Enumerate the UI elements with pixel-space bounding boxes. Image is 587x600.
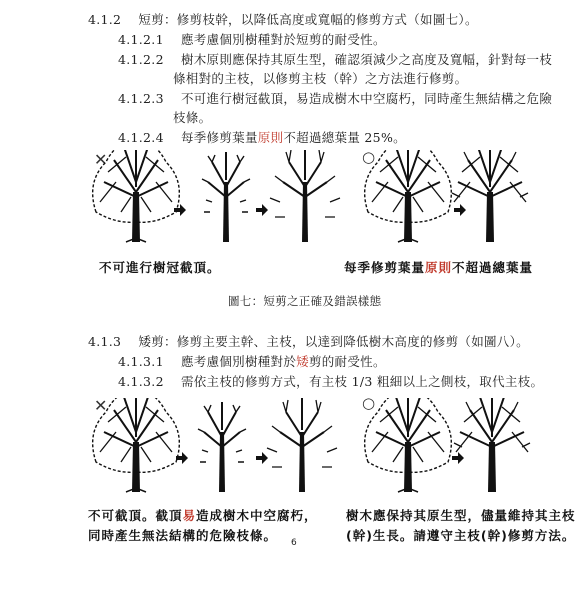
section-heading-4-1-2 (88, 10, 478, 28)
item-text: 應考慮個別樹種對於短剪的耐受性。 (180, 32, 386, 47)
item-4-1-2-3 (118, 89, 552, 107)
item-4-1-2-2-cont: 條相對的主枝，以修剪主枝（幹）之方法進行修剪。 (173, 71, 468, 86)
heading-number: 4.1.3 (88, 334, 122, 349)
correct-mark-icon: ○ (362, 394, 376, 412)
figure8-caption-wrong-2: 同時產生無法結構的危險枝條。 (88, 528, 278, 543)
item-text: 需依主枝的修剪方式，有主枝 1/3 粗細以上之側枝，取代主枝。 (180, 374, 544, 389)
item-4-1-3-2 (118, 372, 543, 390)
wrong-mark-icon: ✕ (94, 150, 108, 169)
item-4-1-3-1 (118, 352, 386, 370)
caption-red: 原則 (425, 260, 453, 275)
item-4-1-2-1 (118, 30, 386, 48)
item-text-pre: 每季修剪葉量 (180, 130, 258, 145)
figure8-caption-right-2: (幹)生長。請遵守主枝(幹)修剪方法。 (346, 528, 576, 543)
heading-number: 4.1.2 (88, 12, 122, 27)
figure7-illustration (0, 150, 587, 260)
item-text: 不可進行樹冠截頂，易造成樹木中空腐朽，同時產生無結構之危險 (180, 91, 553, 106)
page-number: 6 (291, 538, 297, 548)
caption-pre: 每季修剪葉量 (344, 260, 426, 275)
wrong-mark-icon: ✕ (94, 396, 108, 415)
item-text: 樹木原則應保持其原生型，確認須減少之高度及寬幅，針對每一枝 (180, 52, 553, 67)
item-number: 4.1.2.2 (118, 52, 164, 67)
correct-mark-icon: ○ (362, 148, 376, 166)
item-4-1-2-2 (118, 50, 552, 68)
item-number: 4.1.2.4 (118, 130, 164, 145)
figure8-caption-wrong-1 (88, 506, 318, 524)
figure7-title: 圖七：短剪之正確及錯誤樣態 (228, 294, 382, 308)
heading-text: 矮剪：修剪主要主幹、主枝，以達到降低樹木高度的修剪（如圖八）。 (138, 334, 529, 349)
item-number: 4.1.2.1 (118, 32, 164, 47)
caption-red: 易 (182, 508, 197, 523)
caption-pre: 不可截頂。截頂 (88, 508, 183, 523)
item-text-pre: 應考慮個別樹種對於 (180, 354, 297, 369)
item-4-1-2-3-cont: 枝條。 (173, 110, 212, 125)
item-text-red: 矮 (296, 354, 309, 369)
figure8-illustration (0, 398, 587, 508)
figure8-caption-right-1: 樹木應保持其原生型，儘量維持其主枝 (346, 508, 576, 523)
heading-text: 短剪：修剪枝幹，以降低高度或寬幅的修剪方式（如圖七）。 (138, 12, 478, 27)
item-text-post: 剪的耐受性。 (308, 354, 386, 369)
caption-post: 不超過總葉量 (452, 260, 534, 275)
item-number: 4.1.3.2 (118, 374, 164, 389)
item-number: 4.1.3.1 (118, 354, 164, 369)
figure7-caption-right (344, 258, 533, 276)
item-number: 4.1.2.3 (118, 91, 164, 106)
item-4-1-2-4 (118, 128, 406, 146)
section-heading-4-1-3 (88, 332, 529, 350)
caption-post: 造成樹木中空腐朽， (196, 508, 318, 523)
item-text-post: 不超過總葉量 25%。 (283, 130, 406, 145)
figure7-caption-wrong: 不可進行樹冠截頂。 (99, 260, 221, 275)
item-text-red: 原則 (257, 130, 284, 145)
